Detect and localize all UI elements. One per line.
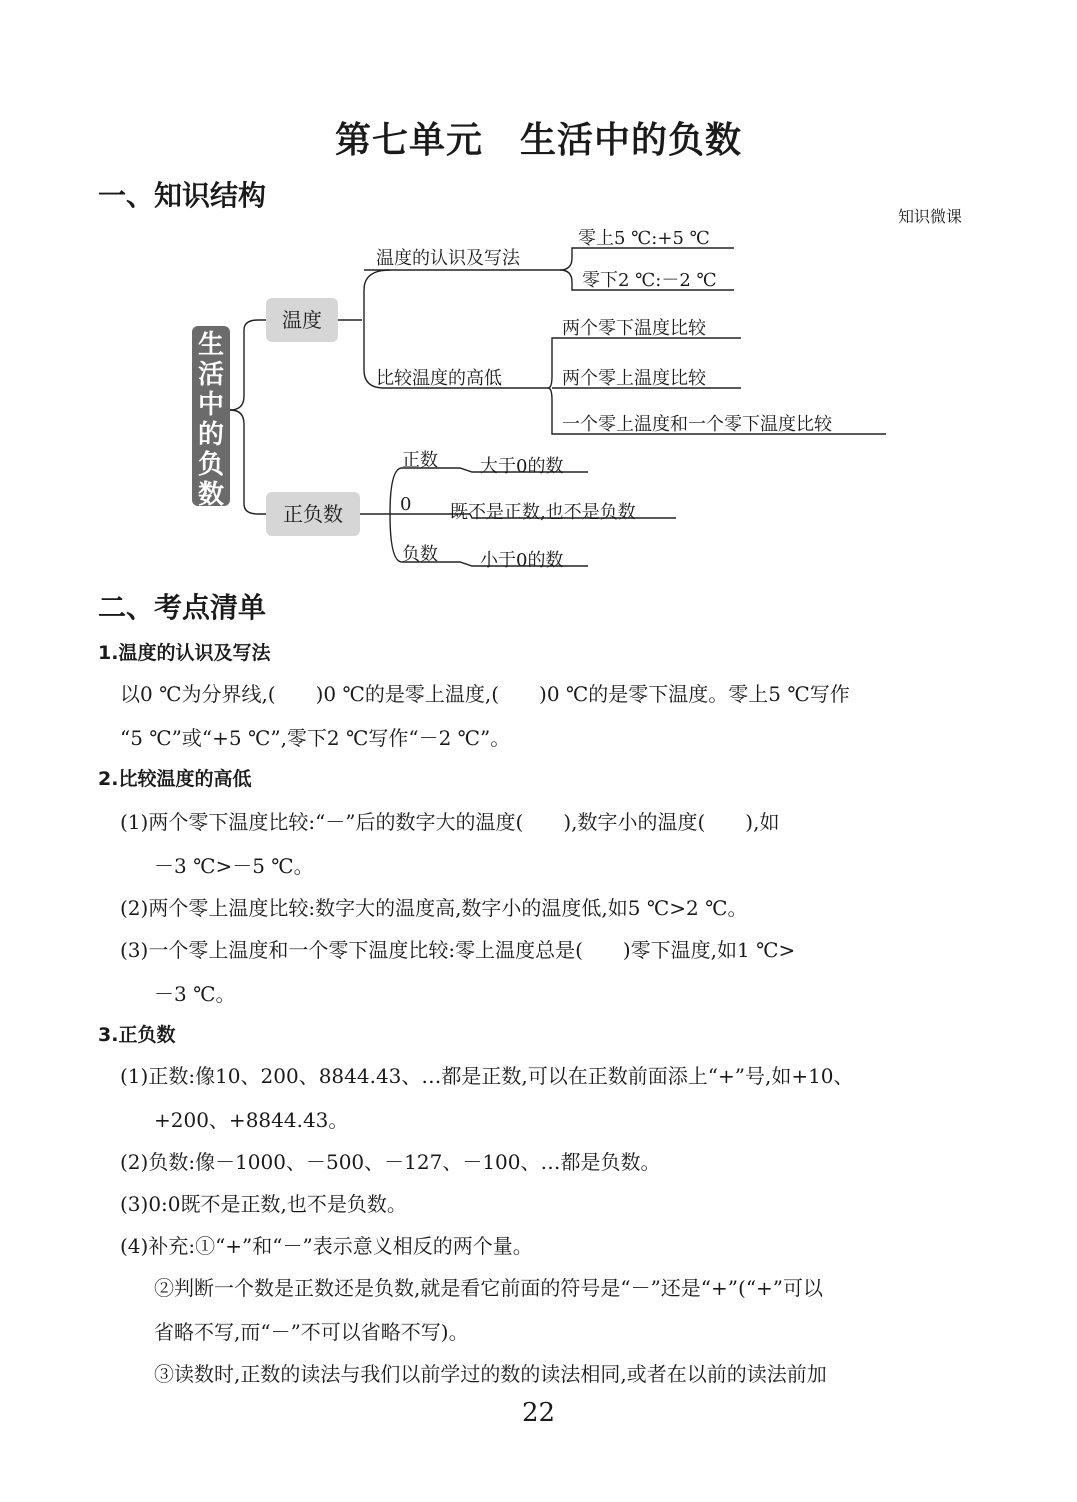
leaf-two-above: 两个零上温度比较: [562, 368, 706, 389]
leaf-zero-desc: 既不是正数,也不是负数: [450, 502, 636, 523]
node-positive-negative: 正负数: [266, 492, 360, 536]
leaf-negative-desc: 小于0的数: [480, 550, 564, 571]
k1-line2: “5 ℃”或“+5 ℃”,零下2 ℃写作“－2 ℃”。: [120, 726, 511, 750]
micro-lesson-tag[interactable]: 知识微课: [898, 207, 963, 226]
node-negative: 负数: [402, 544, 438, 565]
leaf-below-zero: 零下2 ℃:－2 ℃: [582, 270, 717, 291]
k3-line2: +200、+8844.43。: [154, 1108, 349, 1132]
node-temperature: 温度: [266, 298, 338, 342]
section2-heading: 二、考点清单: [98, 591, 267, 624]
k3-line8: ③读数时,正数的读法与我们以前学过的数的读法相同,或者在以前的读法前加: [154, 1362, 827, 1386]
leaf-above-zero: 零上5 ℃:+5 ℃: [578, 228, 710, 249]
k3-line1: (1)正数:像10、200、8844.43、…都是正数,可以在正数前面添上“+”号,如+10、: [120, 1064, 854, 1088]
k2-line4: (3)一个零上温度和一个零下温度比较:零上温度总是( )零下温度,如1 ℃>: [120, 938, 796, 962]
k3-line3: (2)负数:像－1000、－500、－127、－100、…都是负数。: [120, 1150, 661, 1174]
k3-line7: 省略不写,而“－”不可以省略不写)。: [154, 1320, 469, 1344]
k2-line5: －3 ℃。: [154, 982, 236, 1006]
node-temp-recognition: 温度的认识及写法: [376, 248, 520, 269]
k3-line4: (3)0:0既不是正数,也不是负数。: [120, 1192, 407, 1216]
k1-line1: 以0 ℃为分界线,( )0 ℃的是零上温度,( )0 ℃的是零下温度。零上5 ℃写作: [120, 682, 850, 706]
node-zero: 0: [400, 494, 412, 515]
page-number: 22: [521, 1398, 556, 1428]
k3-line5: (4)补充:①“+”和“－”表示意义相反的两个量。: [120, 1234, 533, 1258]
page-title: 第七单元 生活中的负数: [334, 120, 742, 161]
node-positive: 正数: [402, 450, 438, 471]
k2-line1: (1)两个零下温度比较:“－”后的数字大的温度( ),数字小的温度( ),如: [120, 810, 780, 834]
k2-line3: (2)两个零上温度比较:数字大的温度高,数字小的温度低,如5 ℃>2 ℃。: [120, 896, 748, 920]
mindmap-root: 生 活 中 的 负 数: [192, 326, 230, 506]
k3-title: 3.正负数: [98, 1024, 176, 1046]
k2-title: 2.比较温度的高低: [98, 768, 252, 790]
leaf-positive-desc: 大于0的数: [480, 456, 564, 477]
node-temp-compare: 比较温度的高低: [376, 368, 502, 389]
leaf-one-each: 一个零上温度和一个零下温度比较: [562, 414, 832, 435]
k2-line2: －3 ℃>－5 ℃。: [154, 854, 314, 878]
section1-heading: 一、知识结构: [98, 179, 267, 212]
k1-title: 1.温度的认识及写法: [98, 642, 271, 664]
leaf-two-below: 两个零下温度比较: [562, 318, 706, 339]
k3-line6: ②判断一个数是正数还是负数,就是看它前面的符号是“－”还是“+”(“+”可以: [154, 1276, 824, 1300]
